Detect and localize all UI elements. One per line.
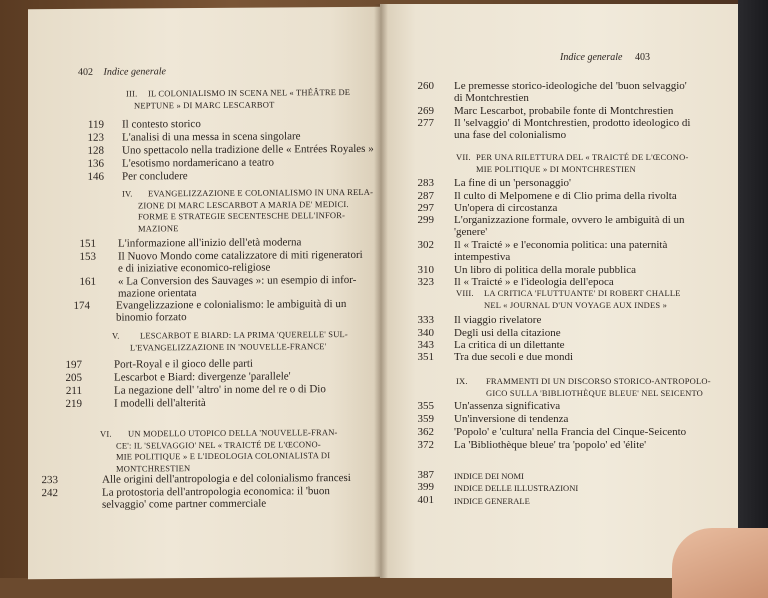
section-title-line: GICO SULLA 'BIBLIOTHÈQUE BLEUE' NEL SEICENTO [486,387,704,398]
section-title-line: MONTCHRESTIEN [116,462,191,474]
section-title-line: MAZIONE [138,222,179,233]
section-title-line: FRAMMENTI DI UN DISCORSO STORICO-ANTROPOLO- [486,376,711,386]
left-page [28,7,384,579]
section-title-line: L'EVANGELIZZAZIONE IN 'NOUVELLE-FRANCE' [130,340,327,353]
entry-title-line: Il « Traicté » e l'economia politica: una paternità [454,239,668,251]
entry-title-line: selvaggio' come partner commerciale [102,497,267,511]
entry-title-line: Un'assenza significativa [454,400,561,412]
section-roman: VIII. [456,288,474,298]
entry-page-number: 260 [417,80,434,92]
entry-page-number: 299 [417,214,434,226]
entry-title-line: intempestiva [454,251,511,263]
entry-title-line: Un'opera di circostanza [454,202,558,214]
entry-page-number: 359 [417,413,434,425]
index-page-number: 399 [417,481,434,493]
entry-title-line: Le premesse storico-ideologiche del 'buon selvaggio' [454,80,687,92]
entry-page-number: 119 [87,118,104,131]
entry-title-line: una fase del colonialismo [454,129,567,141]
book-cover-edge [738,0,768,578]
section-title-line: NEPTUNE » DI MARC LESCARBOT [134,99,275,111]
entry-page-number: 372 [417,439,434,451]
entry-title-line: Alle origini dell'antropologia e del colonialismo francesi [102,471,351,486]
entry-title-line: Marc Lescarbot, probabile fonte di Montchrestien [454,105,674,117]
entry-title-line: 'Popolo' e 'cultura' nella Francia del Cinque-Seicento [454,426,687,438]
section-title-line: UN MODELLO UTOPICO DELLA 'NOUVELLE-FRAN- [128,427,338,439]
entry-title-line: Il contesto storico [122,118,201,131]
entry-title-line: Il culto di Melpomene e di Clio prima della rivolta [454,190,677,202]
section-roman: V. [112,330,120,341]
entry-title-line: Il « Traicté » e l'ideologia dell'epoca [454,276,614,288]
entry-page-number: 283 [417,177,434,189]
entry-title-line: mazione orientata [118,287,197,300]
section-heading [112,329,372,353]
entry-page-number: 333 [417,314,434,326]
section-title-line: EVANGELIZZAZIONE E COLONIALISMO IN UNA RELA- [148,186,374,199]
entry-title-line: « La Conversion des Sauvages »: un esempio di infor- [118,273,357,288]
entry-page-number: 136 [87,157,104,170]
entry-page-number: 151 [79,237,96,250]
entry-page-number: 153 [79,250,96,263]
entry-title-line: Port-Royal e il gioco delle parti [114,357,253,371]
entry-title-line: e di iniziative economico-religiose [118,261,271,275]
left-running-head: Indice generale [103,66,166,78]
index-page-number: 401 [417,494,434,506]
entry-page-number: 310 [417,264,434,276]
entry-page-number: 146 [87,170,104,183]
entry-title-line: Lescarbot e Biard: divergenze 'parallele' [114,370,291,384]
entry-title-line: Il Nuovo Mondo come catalizzatore di miti rigeneratori [118,248,363,263]
section-roman: VI. [100,428,112,439]
entry-title-line: L'esotismo nordamericano a teatro [122,156,274,170]
entry-page-number: 123 [87,131,104,144]
left-page-number: 402 [78,66,93,78]
entry-page-number: 269 [417,105,434,117]
entry-page-number: 297 [417,202,434,214]
section-title-line: MIE POLITIQUE » DI MONTCHRESTIEN [476,163,636,174]
entry-title-line: Tra due secoli e due mondi [454,351,574,363]
entry-page-number: 128 [87,144,104,157]
index-label: INDICE GENERALE [454,496,530,506]
section-title-line: IL COLONIALISMO IN SCENA NEL « THÉÂTRE DE [148,86,351,99]
entry-title-line: La fine di un 'personaggio' [454,177,571,189]
entry-title-line: Evangelizzazione e colonialismo: le ambiguità di un [116,298,347,312]
entry-title-line: La critica di un dilettante [454,339,565,351]
entry-title-line: di Montchrestien [454,92,529,104]
entry-page-number: 242 [41,487,58,500]
entry-title-line: binomio forzato [116,311,187,324]
entry-title-line: Il viaggio rivelatore [454,314,542,326]
entry-title-line: Uno spettacolo nella tradizione delle « Entrées Royales » [122,142,374,157]
entry-title-line: Il 'selvaggio' di Montchrestien, prodotto ideologico di [454,117,691,129]
entry-page-number: 161 [79,275,96,288]
entry-page-number: 343 [417,339,434,351]
entry-page-number: 323 [417,276,434,288]
entry-page-number: 211 [65,384,82,397]
section-title-line: LA CRITICA 'FLUTTUANTE' DI ROBERT CHALLE [484,288,681,298]
entry-title-line: Degli usi della citazione [454,327,561,339]
section-heading [100,427,370,474]
entry-title-line: Un libro di politica della morale pubblica [454,264,637,276]
right-running-head: Indice generale [560,52,623,63]
index-page-number: 387 [417,469,434,481]
book-gutter [374,4,388,578]
index-label: INDICE DEI NOMI [454,471,524,481]
entry-page-number: 302 [417,239,434,251]
entry-title-line: L'informazione all'inizio dell'età moderna [118,236,302,250]
section-title-line: NEL « JOURNAL D'UN VOYAGE AUX INDES » [484,299,668,310]
entry-title-line: 'genere' [454,226,488,238]
section-title-line: CE': IL 'SELVAGGIO' NEL « TRAICTÉ DE L'ŒCONO- [116,438,321,451]
section-heading [126,86,366,111]
section-title-line: PER UNA RILETTURA DEL « TRAICTÉ DE L'ŒCONO- [476,152,689,162]
section-title-line: MIE POLITIQUE » E L'IDEOLOGIA COLONIALISTA DI [116,450,331,462]
entry-page-number: 219 [65,397,82,410]
section-roman: IV. [122,188,133,199]
thumb [672,528,768,598]
left-page-header [78,66,166,78]
right-page [380,4,740,578]
entry-page-number: 362 [417,426,434,438]
entry-page-number: 197 [65,358,82,371]
entry-title-line: Un'inversione di tendenza [454,413,569,425]
right-page-number: 403 [634,52,650,63]
index-label: INDICE DELLE ILLUSTRAZIONI [454,483,579,493]
section-title-line: ZIONE DI MARC LESCARBOT A MARIA DE' MEDICI. [138,198,349,210]
section-roman: VII. [456,152,471,162]
entry-page-number: 340 [417,327,434,339]
entry-page-number: 233 [41,474,58,487]
entry-page-number: 287 [417,190,434,202]
entry-title-line: I modelli dell'alterità [114,397,206,410]
section-roman: III. [126,88,138,99]
entry-page-number: 351 [417,351,434,363]
entry-title-line: La protostoria dell'antropologia economica: il 'buon [102,485,330,499]
entry-title-line: L'organizzazione formale, ovvero le ambiguità di un [454,214,685,226]
entry-title-line: Per concludere [122,170,188,183]
section-heading [122,186,374,233]
section-title-line: LESCARBOT E BIARD: LA PRIMA 'QUERELLE' SUL- [140,329,348,341]
section-title-line: FORME E STRATEGIE SECENTESCHE DELL'INFOR- [138,210,346,222]
entry-title-line: La negazione dell' 'altro' in nome del re o di Dio [114,383,326,397]
right-page-header [560,52,650,63]
entry-title-line: La 'Bibliothèque bleue' tra 'popolo' ed 'élite' [454,439,647,451]
entry-page-number: 205 [65,371,82,384]
section-roman: IX. [456,376,468,386]
entry-page-number: 277 [417,117,434,129]
entry-page-number: 355 [417,400,434,412]
entry-page-number: 174 [73,299,90,312]
entry-title-line: L'analisi di una messa in scena singolare [122,130,301,144]
